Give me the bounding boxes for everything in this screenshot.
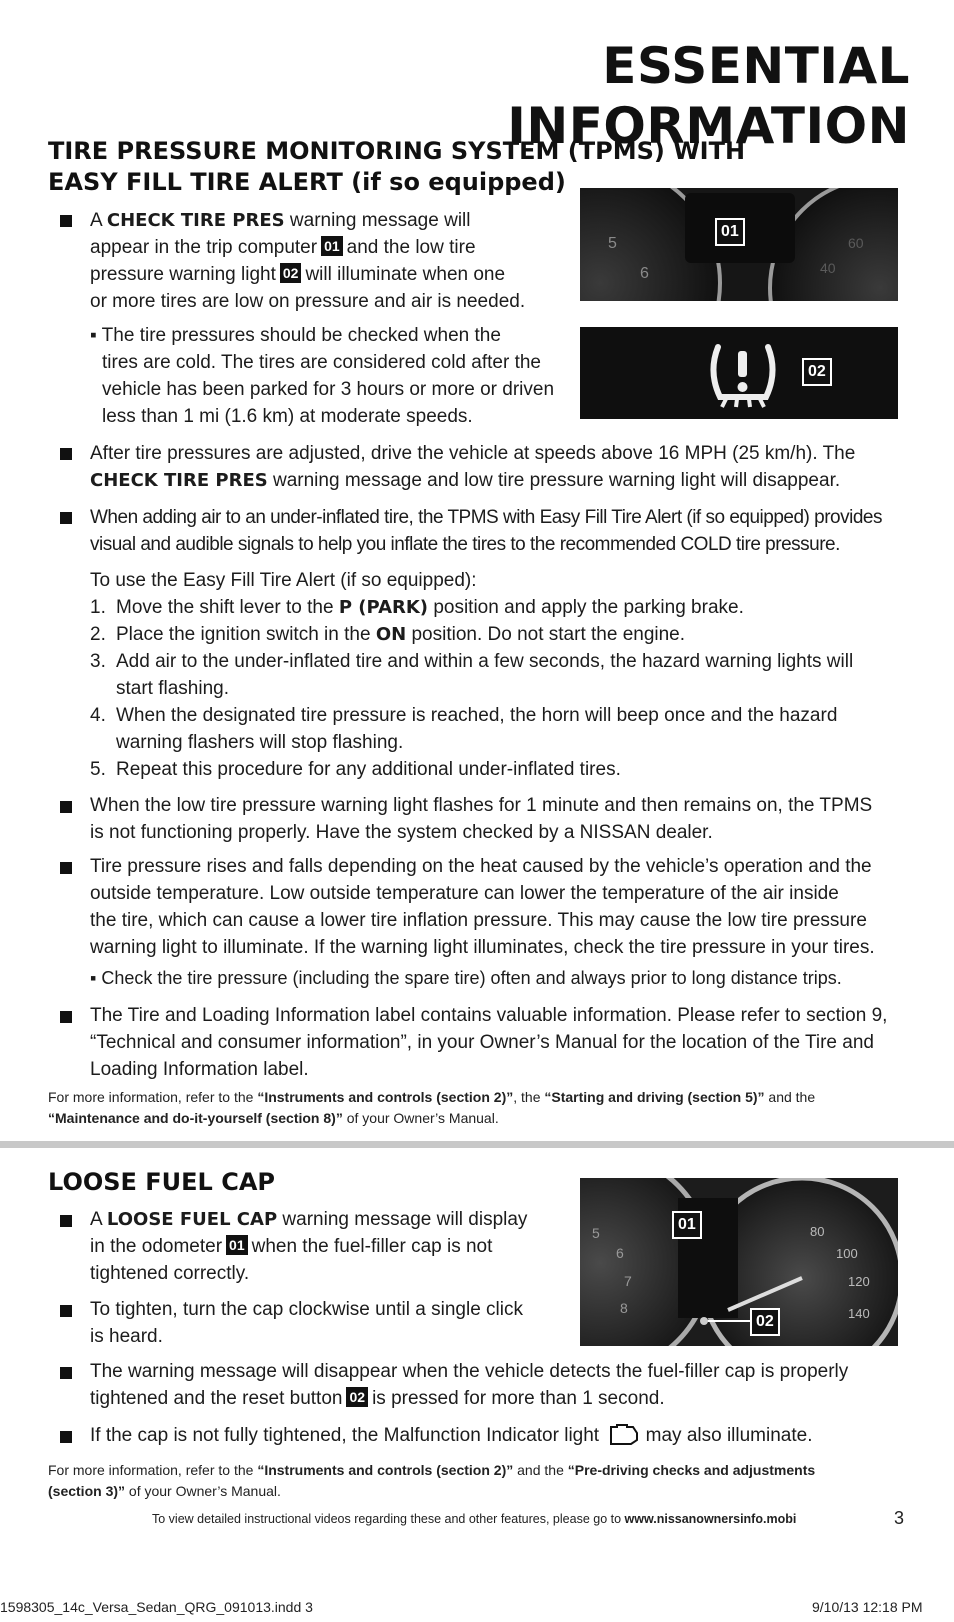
bullet-marker: [60, 1367, 72, 1379]
bullet-marker: [60, 215, 72, 227]
gauge-label: 120: [848, 1274, 870, 1289]
gauge-label: 6: [640, 265, 649, 282]
callout-tag-02: 02: [280, 263, 302, 283]
gauge-label: 100: [836, 1246, 858, 1261]
page-number: 3: [894, 1508, 905, 1528]
callout-tag-02: 02: [346, 1387, 368, 1407]
fuel-bullet-3: The warning message will disappear when the vehicle detects the fuel-filler cap is properly tightened and the reset button 02 is pressed for more than 1 second.: [90, 1361, 849, 1409]
gauge-label: 60: [848, 235, 864, 251]
tpms-reference-note: For more information, refer to the “Instruments and controls (section 2)”, the “Starting and driving (section 5)” and the “Maintenance and do-it-yourself (section 8)” of your Owner’s Manual.: [48, 1089, 816, 1126]
bullet-marker: [60, 862, 72, 874]
gauge-label: 6: [616, 1245, 624, 1261]
tpms-bullet-1: A CHECK TIRE PRES warning message will appear in the trip computer 01 and the low tire pressure warning light 02 will illuminate when one or more tires are low on pressure and air is needed.: [90, 210, 526, 312]
section-divider: [0, 1141, 954, 1148]
fuel-bullet-1: A LOOSE FUEL CAP warning message will display in the odometer 01 when the fuel-filler cap is not tightened correctly.: [90, 1209, 528, 1284]
bullet-marker: [60, 1305, 72, 1317]
tpms-bullet-4: When the low tire pressure warning light flashes for 1 minute and then remains on, the TPMS is not functioning properly. Have the system checked by a NISSAN dealer.: [90, 795, 873, 843]
tpms-bullet-2: After tire pressures are adjusted, drive the vehicle at speeds above 16 MPH (25 km/h). The CHECK TIRE PRES warning message and low tire pressure warning light will disappear.: [90, 443, 856, 491]
video-notice: To view detailed instructional videos regarding these and other features, please go to www.nissanownersinfo.mobi: [152, 1512, 797, 1526]
gauge-label: 5: [592, 1225, 600, 1241]
tpms-warning-icon: [580, 327, 898, 419]
callout-01: 01: [715, 218, 745, 246]
website-link[interactable]: www.nissanownersinfo.mobi: [624, 1512, 797, 1526]
speedometer-graphic: [580, 1178, 898, 1346]
callout-02: 02: [750, 1308, 780, 1336]
callout-tag-01: 01: [226, 1235, 248, 1255]
fuel-bullet-4: If the cap is not fully tightened, the Malfunction Indicator light may also illuminate.: [90, 1422, 930, 1454]
bullet-marker: [60, 1431, 72, 1443]
bullet-marker: [60, 801, 72, 813]
callout-02: 02: [802, 358, 832, 386]
callout-tag-01: 01: [321, 236, 343, 256]
print-slug-filename: 1598305_14c_Versa_Sedan_QRG_091013.indd 3: [0, 1599, 313, 1615]
bullet-marker: [60, 512, 72, 524]
gauge-label: 80: [810, 1224, 825, 1239]
bullet-marker: [60, 448, 72, 460]
tpms-bullet-6: The Tire and Loading Information label contains valuable information. Please refer to section 9, “Technical and consumer information”, in your Owner’s Manual for the location of the Tire and Loading Information label.: [90, 1005, 888, 1080]
gauge-label: 40: [820, 260, 836, 276]
odometer-gauge-image: [580, 1178, 898, 1346]
fuel-reference-note: For more information, refer to the “Instruments and controls (section 2)” and the “Pre-driving checks and adjustments (section 3)” of your Owner’s Manual.: [48, 1462, 816, 1499]
malfunction-indicator-icon: [605, 1422, 639, 1454]
gauge-label: 7: [624, 1273, 632, 1289]
section-title-line1: TIRE PRESSURE MONITORING SYSTEM (TPMS) WITH: [48, 137, 746, 165]
gauge-label: 140: [848, 1306, 870, 1321]
bullet-marker: [60, 1215, 72, 1227]
dashboard-trip-computer-image: [580, 188, 898, 301]
list-item: 1. Move the shift lever to the P (PARK) position and apply the parking brake.: [90, 597, 744, 618]
page-title: ESSENTIAL INFORMATION: [507, 37, 910, 155]
tpms-warning-light-image: [580, 327, 898, 419]
easy-fill-steps: To use the Easy Fill Tire Alert (if so equipped): 1. Move the shift lever to the P (PARK) position and apply the parking brake. 2. Place the ignition switch in the ON position. Do not start the engine. 3. Add air to the under-inflated tire and within a few seconds, the hazard warning lights will start flashing. 4. When the designated tire pressure is reached, the horn will beep once and the hazard warning flashers will stop flashing. 5. Repeat this procedure for any additional under-inflated tires.: [90, 567, 930, 783]
list-item: 4. When the designated tire pressure is reached, the horn will beep once and the hazard: [90, 705, 838, 726]
tpms-bullet-3: When adding air to an under-inflated tire, the TPMS with Easy Fill Tire Alert (if so equipped) provides visual and audible signals to help you inflate the tires to the recommended COLD tire pressure.: [90, 507, 882, 555]
list-item: 5. Repeat this procedure for any additional under-inflated tires.: [90, 759, 621, 780]
tpms-sub-bullet-1: ▪ The tire pressures should be checked when the tires are cold. The tires are considered cold after the vehicle has been parked for 3 hours or more or driven less than 1 mi (1.6 km) at moderate speeds.: [90, 325, 555, 427]
fuel-bullet-2: To tighten, turn the cap clockwise until a single click is heard.: [90, 1299, 523, 1347]
list-item: 2. Place the ignition switch in the ON position. Do not start the engine.: [90, 624, 686, 645]
gauge-label: 8: [620, 1300, 628, 1316]
print-slug-timestamp: 9/10/13 12:18 PM: [812, 1599, 923, 1615]
callout-01: 01: [672, 1211, 702, 1239]
section-title-line2: EASY FILL TIRE ALERT (if so equipped): [48, 168, 566, 196]
bullet-marker: [60, 1011, 72, 1023]
list-item: 3. Add air to the under-inflated tire and within a few seconds, the hazard warning lights will: [90, 651, 854, 672]
section-title-fuel-cap: LOOSE FUEL CAP: [48, 1168, 275, 1196]
tpms-bullet-5: Tire pressure rises and falls depending on the heat caused by the vehicle’s operation and the outside temperature. Low outside temperature can lower the temperature of the air inside the tire, which can cause a lower tire inflation pressure. This may cause the low tire pressure warning light to illuminate. If the warning light illuminates, check the tire pressure in your tires. ▪ Check the tire pressure (including the spare tire) often and always prior to long distance trips.: [90, 856, 875, 988]
gauge-label: 5: [608, 235, 617, 252]
